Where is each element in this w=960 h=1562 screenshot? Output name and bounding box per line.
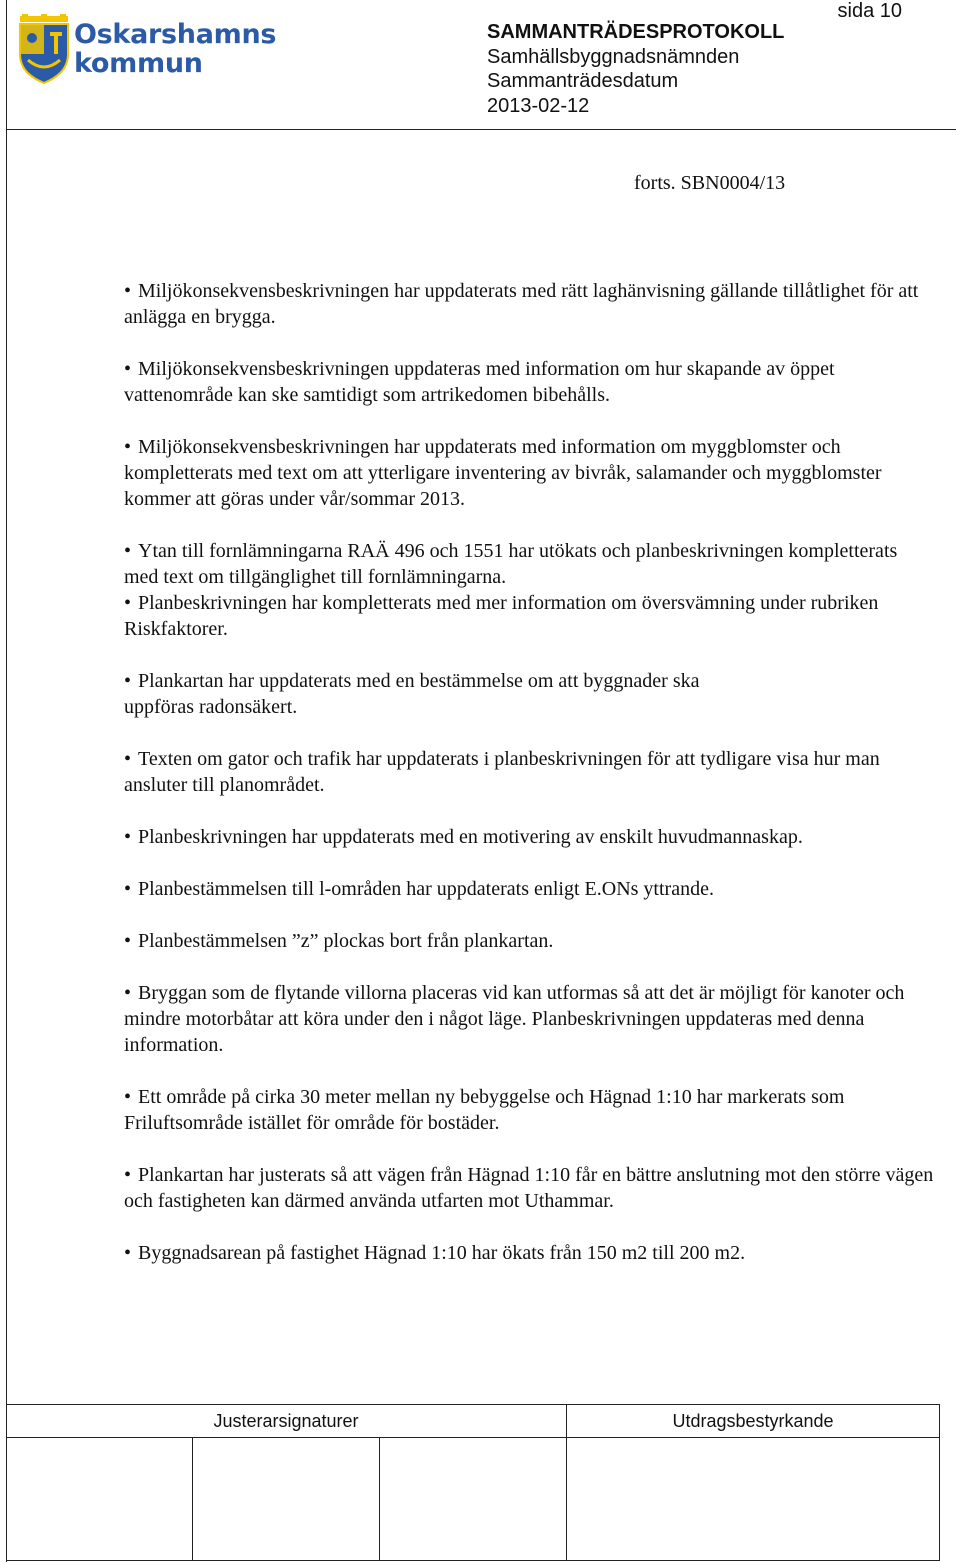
list-item: • Planbeskrivningen har kompletterats med mer information om översvämning under rubriken Riskfaktorer. <box>124 592 879 640</box>
continuation-reference <box>634 172 785 195</box>
extract-label: Utdragsbestyrkande <box>672 1410 834 1431</box>
bullet-icon: • <box>124 540 132 562</box>
list-item: • Planbeskrivningen har uppdaterats med en motivering av enskilt huvudmannaskap. <box>124 826 803 848</box>
bullet-icon: • <box>124 982 132 1004</box>
left-margin-rule <box>6 0 7 1562</box>
bullet-icon: • <box>124 826 132 848</box>
list-item: • Plankartan har uppdaterats med en bestämmelse om att byggnader ska uppföras radonsäkert. <box>124 670 700 718</box>
bullet-icon: • <box>124 592 132 614</box>
list-item: • Miljökonsekvensbeskrivningen uppdateras med information om hur skapande av öppet vattenområde kan ske samtidigt som artrikedomen bibehålls. <box>124 358 835 406</box>
bullet-icon: • <box>124 358 132 380</box>
list-item: • Planbestämmelsen ”z” plockas bort från plankartan. <box>124 930 554 952</box>
bullet-icon: • <box>124 670 132 692</box>
bullet-icon: • <box>124 1086 132 1108</box>
bullet-icon: • <box>124 1164 132 1186</box>
list-item: • Ytan till fornlämningarna RAÄ 496 och 1551 har utökats och planbeskrivningen kompletterats med text om tillgänglighet till fornlämningarna. <box>124 540 898 588</box>
committee-name: Samhällsbyggnadsnämnden <box>487 45 740 68</box>
meeting-date-label: Sammanträdesdatum <box>487 70 679 92</box>
signature-box <box>380 1438 567 1561</box>
signature-box <box>6 1438 193 1561</box>
list-item: • Bryggan som de flytande villorna placeras vid kan utformas så att det är möjligt för kanoter och mindre motorbåtar att köra under den i något läge. Planbeskrivningen uppdateras med denna information. <box>124 982 905 1056</box>
extract-header-cell <box>567 1405 940 1438</box>
header-divider <box>6 129 956 130</box>
protocol-title: SAMMANTRÄDESPROTOKOLL <box>487 21 785 43</box>
bullet-icon: • <box>124 436 132 458</box>
signature-row <box>6 1438 940 1561</box>
list-item: • Texten om gator och trafik har uppdaterats i planbeskrivningen för att tydligare visa hur man ansluter till planområdet. <box>124 748 880 796</box>
list-item: • Miljökonsekvensbeskrivningen har uppdaterats med rätt laghänvisning gällande tillåtlighet för att anlägga en brygga. <box>124 280 919 328</box>
decision-list <box>124 278 934 1292</box>
list-item: • Plankartan har justerats så att vägen från Hägnad 1:10 får en bättre anslutning mot den större vägen och fastigheten kan därmed använda utfarten mot Uthammar. <box>124 1164 934 1212</box>
list-item: • Byggnadsarean på fastighet Hägnad 1:10 har ökats från 150 m2 till 200 m2. <box>124 1242 746 1264</box>
meeting-date: 2013-02-12 <box>487 94 590 117</box>
list-item: • Miljökonsekvensbeskrivningen har uppdaterats med information om myggblomster och kompletterats med text om att ytterligare inventering av bivråk, salamander och myggblomster kommer att göras under vår/sommar 2013. <box>124 436 882 510</box>
bullet-icon: • <box>124 1242 132 1264</box>
extract-box <box>567 1438 940 1561</box>
municipality-name <box>74 20 276 78</box>
bullet-icon: • <box>124 930 132 952</box>
signature-box <box>193 1438 380 1561</box>
page-number: sida 10 <box>837 0 902 22</box>
bullet-icon: • <box>124 878 132 900</box>
bullet-icon: • <box>124 748 132 770</box>
list-item: • Ett område på cirka 30 meter mellan ny bebyggelse och Hägnad 1:10 har markerats som Friluftsområde istället för område för bostäder. <box>124 1086 845 1134</box>
municipality-name-line2: kommun <box>74 48 203 79</box>
case-reference: forts. SBN0004/13 <box>634 172 786 194</box>
signature-table <box>6 1404 940 1561</box>
municipality-name-line1: Oskarshamns <box>74 19 277 50</box>
protocol-header <box>487 20 784 118</box>
bullet-icon: • <box>124 280 132 302</box>
signature-table-header <box>6 1405 940 1438</box>
list-item: • Planbestämmelsen till l-områden har uppdaterats enligt E.ONs yttrande. <box>124 878 714 900</box>
coat-of-arms-icon <box>16 14 72 84</box>
signatures-header-cell <box>6 1405 567 1438</box>
signatures-label: Justerarsignaturer <box>213 1410 359 1431</box>
